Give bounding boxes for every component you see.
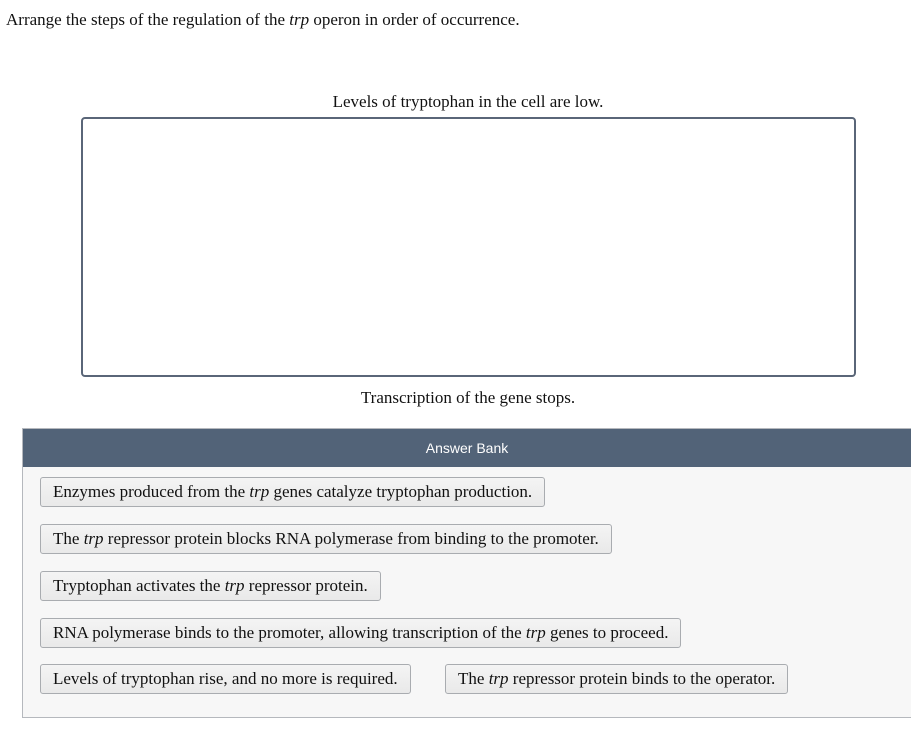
chip-text: The (458, 669, 489, 688)
chip-italic: trp (224, 576, 245, 595)
chip-text: RNA polymerase binds to the promoter, allowing transcription of the (53, 623, 526, 642)
answer-bank (22, 428, 911, 718)
chip-text: repressor protein blocks RNA polymerase from binding to the promoter. (103, 529, 599, 548)
chip-text: genes to proceed. (545, 623, 669, 642)
answer-chip-repressor-blocks-polymerase[interactable] (40, 524, 612, 554)
chip-text: Enzymes produced from the (53, 482, 250, 501)
chip-text: repressor protein binds to the operator. (508, 669, 776, 688)
chip-text: Levels of tryptophan rise, and no more is required. (53, 669, 398, 688)
answer-chip-tryptophan-levels-rise[interactable] (40, 664, 411, 694)
answer-chip-polymerase-binds-promoter[interactable] (40, 618, 681, 648)
chip-italic: trp (525, 623, 546, 642)
chip-text: Tryptophan activates the (53, 576, 225, 595)
chip-text: repressor protein. (244, 576, 368, 595)
sequence-end-label: Transcription of the gene stops. (360, 388, 576, 407)
chip-italic: trp (83, 529, 104, 548)
chip-italic: trp (488, 669, 509, 688)
answer-chip-repressor-binds-operator[interactable] (445, 664, 788, 694)
chip-text: genes catalyze tryptophan production. (269, 482, 533, 501)
chip-italic: trp (249, 482, 270, 501)
answer-chip-tryptophan-activates-repressor[interactable] (40, 571, 381, 601)
sequence-drop-zone[interactable] (81, 117, 856, 377)
sequence-start-label: Levels of tryptophan in the cell are low. (332, 92, 604, 111)
instruction-text-part: operon in order of occurrence. (309, 10, 520, 29)
answer-chip-enzymes-produced[interactable] (40, 477, 545, 507)
instruction-text-part: Arrange the steps of the regulation of the (6, 10, 290, 29)
chip-text: The (53, 529, 84, 548)
instruction-italic-trp: trp (289, 10, 310, 29)
answer-bank-title: Answer Bank (23, 429, 911, 467)
instruction-text (6, 10, 520, 30)
